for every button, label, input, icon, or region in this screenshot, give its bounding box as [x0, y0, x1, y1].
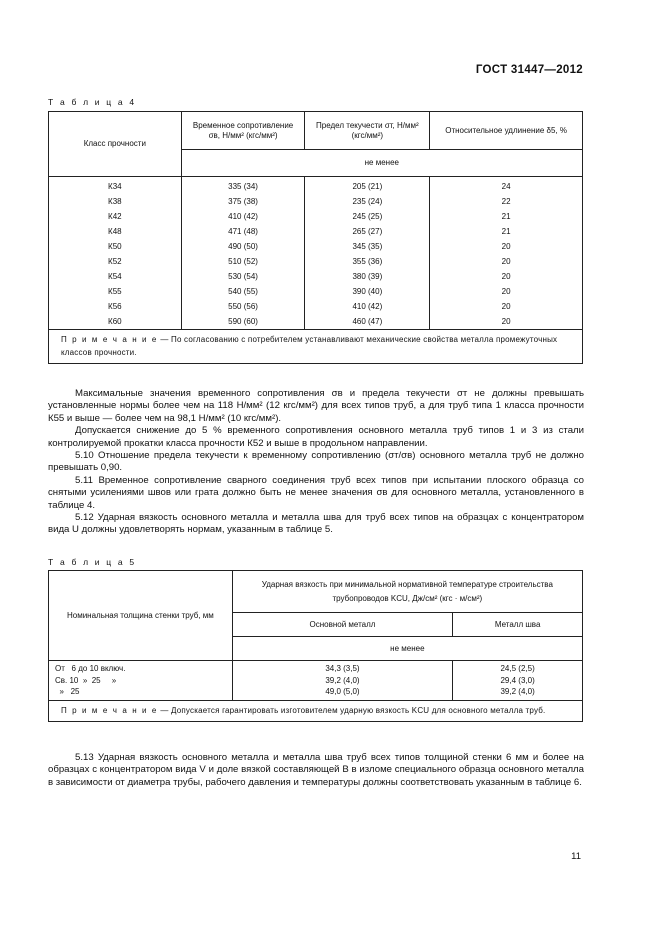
row-label: От 6 до 10 включ.	[55, 664, 126, 674]
table-row	[49, 269, 583, 284]
cell-e: 20	[430, 314, 583, 330]
thickness-column	[49, 661, 233, 701]
text-block-2	[48, 752, 584, 789]
paragraph-5-12: 5.12 Ударная вязкость основного металла и металла шва для труб всех типов на образцах с концентратором вида U должны удовлетворять нормам, указанным в таблице 5.	[48, 512, 584, 536]
cell-c: К34	[49, 177, 182, 195]
cell-t: 510 (52)	[181, 254, 305, 269]
table-4	[48, 111, 583, 364]
cell-c: К42	[49, 209, 182, 224]
header-min: не менее	[181, 150, 582, 177]
paragraph-5-11: 5.11 Временное сопротивление сварного соединения труб всех типов при испытании плоского образца со снятыми усилениями швов или грата должно быть не менее значения σв для основного металла, установленного в таблице 4.	[48, 474, 584, 511]
cell-y: 355 (36)	[305, 254, 430, 269]
cell-e: 20	[430, 299, 583, 314]
cell-t: 335 (34)	[181, 177, 305, 195]
cell-e: 20	[430, 254, 583, 269]
cell-y: 410 (42)	[305, 299, 430, 314]
cell-t: 550 (56)	[181, 299, 305, 314]
row-weld: 39,2 (4,0)	[500, 687, 535, 697]
cell-t: 540 (55)	[181, 284, 305, 299]
cell-t: 410 (42)	[181, 209, 305, 224]
table-row	[49, 314, 583, 330]
row-base: 39,2 (4,0)	[325, 675, 360, 685]
cell-e: 21	[430, 224, 583, 239]
row-base: 34,3 (3,5)	[325, 664, 360, 674]
table5-note	[49, 701, 583, 722]
table-row	[49, 224, 583, 239]
cell-e: 20	[430, 284, 583, 299]
row-weld: 29,4 (3,0)	[500, 675, 535, 685]
cell-t: 471 (48)	[181, 224, 305, 239]
table-row	[49, 254, 583, 269]
row-label: » 25	[55, 687, 80, 697]
header-min-5: не менее	[232, 637, 582, 661]
note-text: — По согласованию с потребителем устанавливают механические свойства металла промежуточных классов прочности.	[61, 335, 558, 357]
paragraph-5-10: 5.10 Отношение предела текучести к временному сопротивлению (σт/σв) основного металла труб не должно превышать 0,90.	[48, 450, 584, 474]
table-row	[49, 194, 583, 209]
cell-y: 390 (40)	[305, 284, 430, 299]
cell-t: 375 (38)	[181, 194, 305, 209]
cell-y: 235 (24)	[305, 194, 430, 209]
cell-c: К56	[49, 299, 182, 314]
note-label: П р и м е ч а н и е	[61, 335, 158, 344]
table-row	[49, 284, 583, 299]
header-impact: Ударная вязкость при минимальной нормативной температуре строительства трубопроводов KCU, Дж/см² (кгс · м/см²)	[232, 571, 582, 613]
table4-note	[49, 330, 583, 364]
header-base-metal: Основной металл	[232, 613, 453, 637]
cell-c: К48	[49, 224, 182, 239]
standard-header: ГОСТ 31447—2012	[475, 64, 583, 76]
cell-c: К60	[49, 314, 182, 330]
cell-y: 345 (35)	[305, 239, 430, 254]
header-yield: Предел текучести σт, Н/мм² (кгс/мм²)	[305, 112, 430, 150]
cell-c: К50	[49, 239, 182, 254]
paragraph-max-values: Максимальные значения временного сопротивления σв и предела текучести σт не должны превышать установленные нормы более чем на 118 Н/мм² (12 кгс/мм²) для всех типов труб, а для труб типа 1 класса прочности К55 и выше — более чем на 98,1 Н/мм² (10 кгс/мм²).	[48, 388, 584, 424]
base-column	[232, 661, 453, 701]
row-weld: 24,5 (2,5)	[500, 664, 535, 674]
header-tensile: Временное сопротивление σв, Н/мм² (кгс/мм²)	[181, 112, 305, 150]
cell-e: 20	[430, 269, 583, 284]
paragraph-5-13: 5.13 Ударная вязкость основного металла и металла шва труб всех типов толщиной стенки 6 мм и более на образцах с концентратором вида V и доле вязкой составляющей B в изломе специального образца основного металла в зависимости от диаметра трубы, рабочего давления и температуры должны соответствовать указанным в таблице 6.	[48, 752, 584, 788]
note-label: П р и м е ч а н и е	[61, 706, 158, 715]
cell-e: 22	[430, 194, 583, 209]
row-base: 49,0 (5,0)	[325, 687, 360, 697]
cell-c: К54	[49, 269, 182, 284]
cell-e: 24	[430, 177, 583, 195]
cell-y: 265 (27)	[305, 224, 430, 239]
table-row	[49, 177, 583, 195]
cell-t: 590 (60)	[181, 314, 305, 330]
table-row	[49, 239, 583, 254]
cell-t: 530 (54)	[181, 269, 305, 284]
header-thickness: Номинальная толщина стенки труб, мм	[49, 571, 233, 661]
cell-y: 380 (39)	[305, 269, 430, 284]
cell-c: К55	[49, 284, 182, 299]
table4-caption: Т а б л и ц а 4	[48, 97, 137, 107]
header-class: Класс прочности	[49, 112, 182, 177]
text-block-1	[48, 388, 584, 537]
note-text: — Допускается гарантировать изготовителем ударную вязкость KCU для основного металла труб.	[157, 706, 546, 715]
cell-y: 245 (25)	[305, 209, 430, 224]
table-row	[49, 209, 583, 224]
cell-e: 20	[430, 239, 583, 254]
cell-c: К52	[49, 254, 182, 269]
cell-c: К38	[49, 194, 182, 209]
cell-t: 490 (50)	[181, 239, 305, 254]
paragraph-reduction: Допускается снижение до 5 % временного сопротивления основного металла труб типов 1 и 3 из стали контролируемой прокатки класса прочности К52 и выше в продольном направлении.	[48, 425, 584, 449]
header-elongation: Относительное удлинение δ5, %	[430, 112, 583, 150]
table5-caption: Т а б л и ц а 5	[48, 557, 137, 567]
cell-e: 21	[430, 209, 583, 224]
header-weld-metal: Металл шва	[453, 613, 583, 637]
page-number: 11	[571, 851, 581, 862]
table-5	[48, 570, 583, 722]
weld-column	[453, 661, 583, 701]
cell-y: 460 (47)	[305, 314, 430, 330]
table-row	[49, 299, 583, 314]
cell-y: 205 (21)	[305, 177, 430, 195]
row-label: Св. 10 » 25 »	[55, 675, 117, 685]
